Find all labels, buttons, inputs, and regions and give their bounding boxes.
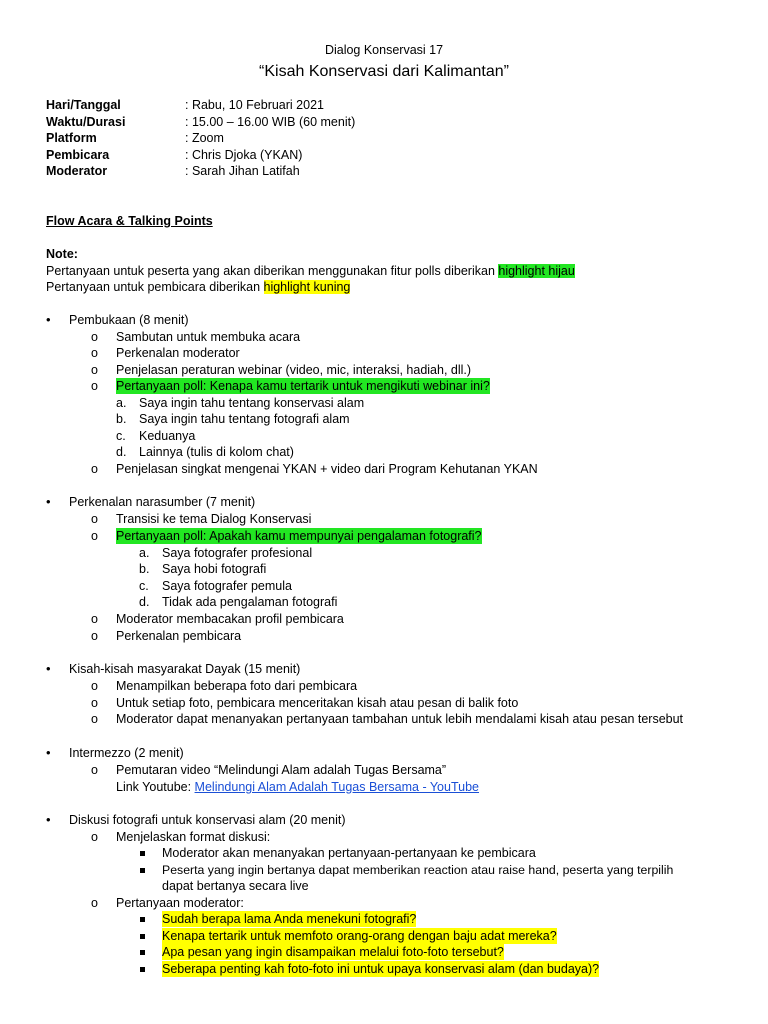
poll-option: Saya fotografer profesional — [162, 546, 313, 560]
poll-option: Saya ingin tahu tentang fotografi alam — [139, 412, 350, 426]
moderator-question: Sudah berapa lama Anda menekuni fotografi? — [162, 912, 417, 926]
flow-heading: Flow Acara & Talking Points — [46, 214, 213, 228]
green-highlight-sample: highlight hijau — [498, 264, 575, 278]
youtube-link[interactable]: Melindungi Alam Adalah Tugas Bersama - YouTube — [194, 780, 479, 794]
time-value: : 15.00 – 16.00 WIB (60 menit) — [185, 115, 356, 129]
list-item: Transisi ke tema Dialog Konservasi — [116, 512, 312, 526]
square-bullet-icon — [140, 862, 145, 878]
event-series: Dialog Konservasi 17 — [324, 43, 444, 57]
section-pembukaan-title: Pembukaan (8 menit) — [69, 313, 189, 327]
list-item: Moderator membacakan profil pembicara — [116, 612, 344, 626]
option-letter: b. — [139, 562, 150, 576]
speaker-value: : Chris Djoka (YKAN) — [185, 148, 303, 162]
circle-bullet-icon: o — [91, 379, 98, 393]
circle-bullet-icon: o — [91, 830, 98, 844]
circle-bullet-icon: o — [91, 529, 98, 543]
poll-option: Saya hobi fotografi — [162, 562, 267, 576]
section-narasumber-title: Perkenalan narasumber (7 menit) — [69, 495, 256, 509]
circle-bullet-icon: o — [91, 512, 98, 526]
link-label: Link Youtube: — [116, 780, 195, 794]
section-intermezzo-title: Intermezzo (2 menit) — [69, 746, 184, 760]
square-bullet-icon — [140, 911, 145, 927]
bullet-icon: • — [46, 312, 51, 327]
platform-label: Platform — [46, 131, 97, 145]
format-item: Moderator akan menanyakan pertanyaan-pertanyaan ke pembicara — [162, 846, 536, 860]
note-line-green — [46, 263, 575, 279]
option-letter: b. — [116, 412, 127, 426]
list-item: Menampilkan beberapa foto dari pembicara — [116, 679, 358, 693]
section-kisah-title: Kisah-kisah masyarakat Dayak (15 menit) — [69, 662, 301, 676]
moderator-label: Moderator — [46, 164, 108, 178]
note-label: Note: — [46, 247, 78, 261]
bullet-icon: • — [46, 745, 51, 760]
circle-bullet-icon: o — [91, 612, 98, 626]
list-item: Untuk setiap foto, pembicara menceritakan kisah atau pesan di balik foto — [116, 696, 519, 710]
moderator-value: : Sarah Jihan Latifah — [185, 164, 300, 178]
square-bullet-icon — [140, 845, 145, 861]
square-bullet-icon — [140, 928, 145, 944]
list-item: Penjelasan singkat mengenai YKAN + video dari Program Kehutanan YKAN — [116, 462, 538, 476]
speaker-label: Pembicara — [46, 148, 110, 162]
time-label: Waktu/Durasi — [46, 115, 126, 129]
option-letter: d. — [116, 445, 127, 459]
bullet-icon: • — [46, 812, 51, 827]
circle-bullet-icon: o — [91, 629, 98, 643]
circle-bullet-icon: o — [91, 896, 98, 910]
list-item: Penjelasan peraturan webinar (video, mic, interaksi, hadiah, dll.) — [116, 363, 472, 377]
circle-bullet-icon: o — [91, 679, 98, 693]
moderator-question: Kenapa tertarik untuk memfoto orang-orang dengan baju adat mereka? — [162, 929, 557, 943]
circle-bullet-icon: o — [91, 763, 98, 777]
event-title: “Kisah Konservasi dari Kalimantan” — [259, 63, 509, 80]
list-item: Pemutaran video “Melindungi Alam adalah Tugas Bersama” — [116, 763, 447, 777]
poll-question: Pertanyaan poll: Apakah kamu mempunyai pengalaman fotografi? — [116, 529, 482, 543]
note-line-yellow — [46, 279, 350, 295]
youtube-link-line — [116, 779, 479, 795]
platform-value: : Zoom — [185, 131, 224, 145]
day-label: Hari/Tanggal — [46, 98, 121, 112]
circle-bullet-icon: o — [91, 462, 98, 476]
section-diskusi-title: Diskusi fotografi untuk konservasi alam (20 menit) — [69, 813, 346, 827]
list-item: Pertanyaan moderator: — [116, 896, 244, 910]
moderator-question: Apa pesan yang ingin disampaikan melalui foto-foto tersebut? — [162, 945, 504, 959]
format-item-continued: dapat bertanya secara live — [162, 879, 309, 893]
square-bullet-icon — [140, 944, 145, 960]
bullet-icon: • — [46, 494, 51, 509]
moderator-question: Seberapa penting kah foto-foto ini untuk upaya konservasi alam (dan budaya)? — [162, 962, 600, 976]
note-line-text: Pertanyaan untuk peserta yang akan diberikan menggunakan fitur polls diberikan — [46, 264, 499, 278]
circle-bullet-icon: o — [91, 696, 98, 710]
bullet-icon: • — [46, 661, 51, 676]
option-letter: d. — [139, 595, 150, 609]
yellow-highlight-sample: highlight kuning — [263, 280, 351, 294]
list-item: Perkenalan moderator — [116, 346, 240, 360]
option-letter: c. — [116, 429, 126, 443]
poll-option: Lainnya (tulis di kolom chat) — [139, 445, 294, 459]
poll-option: Saya fotografer pemula — [162, 579, 292, 593]
poll-question: Pertanyaan poll: Kenapa kamu tertarik untuk mengikuti webinar ini? — [116, 379, 490, 393]
list-item: Moderator dapat menanyakan pertanyaan tambahan untuk lebih mendalami kisah atau pesan tersebut — [116, 712, 684, 726]
day-value: : Rabu, 10 Februari 2021 — [185, 98, 324, 112]
option-letter: a. — [116, 396, 127, 410]
circle-bullet-icon: o — [91, 330, 98, 344]
square-bullet-icon — [140, 961, 145, 977]
poll-option: Saya ingin tahu tentang konservasi alam — [139, 396, 365, 410]
poll-option: Tidak ada pengalaman fotografi — [162, 595, 338, 609]
circle-bullet-icon: o — [91, 363, 98, 377]
list-item: Perkenalan pembicara — [116, 629, 242, 643]
option-letter: a. — [139, 546, 150, 560]
circle-bullet-icon: o — [91, 346, 98, 360]
poll-option: Keduanya — [139, 429, 196, 443]
format-item: Peserta yang ingin bertanya dapat memberikan reaction atau raise hand, peserta yang terpilih — [162, 863, 674, 877]
list-item: Sambutan untuk membuka acara — [116, 330, 301, 344]
option-letter: c. — [139, 579, 149, 593]
circle-bullet-icon: o — [91, 712, 98, 726]
note-line-text: Pertanyaan untuk pembicara diberikan — [46, 280, 264, 294]
list-item: Menjelaskan format diskusi: — [116, 830, 271, 844]
